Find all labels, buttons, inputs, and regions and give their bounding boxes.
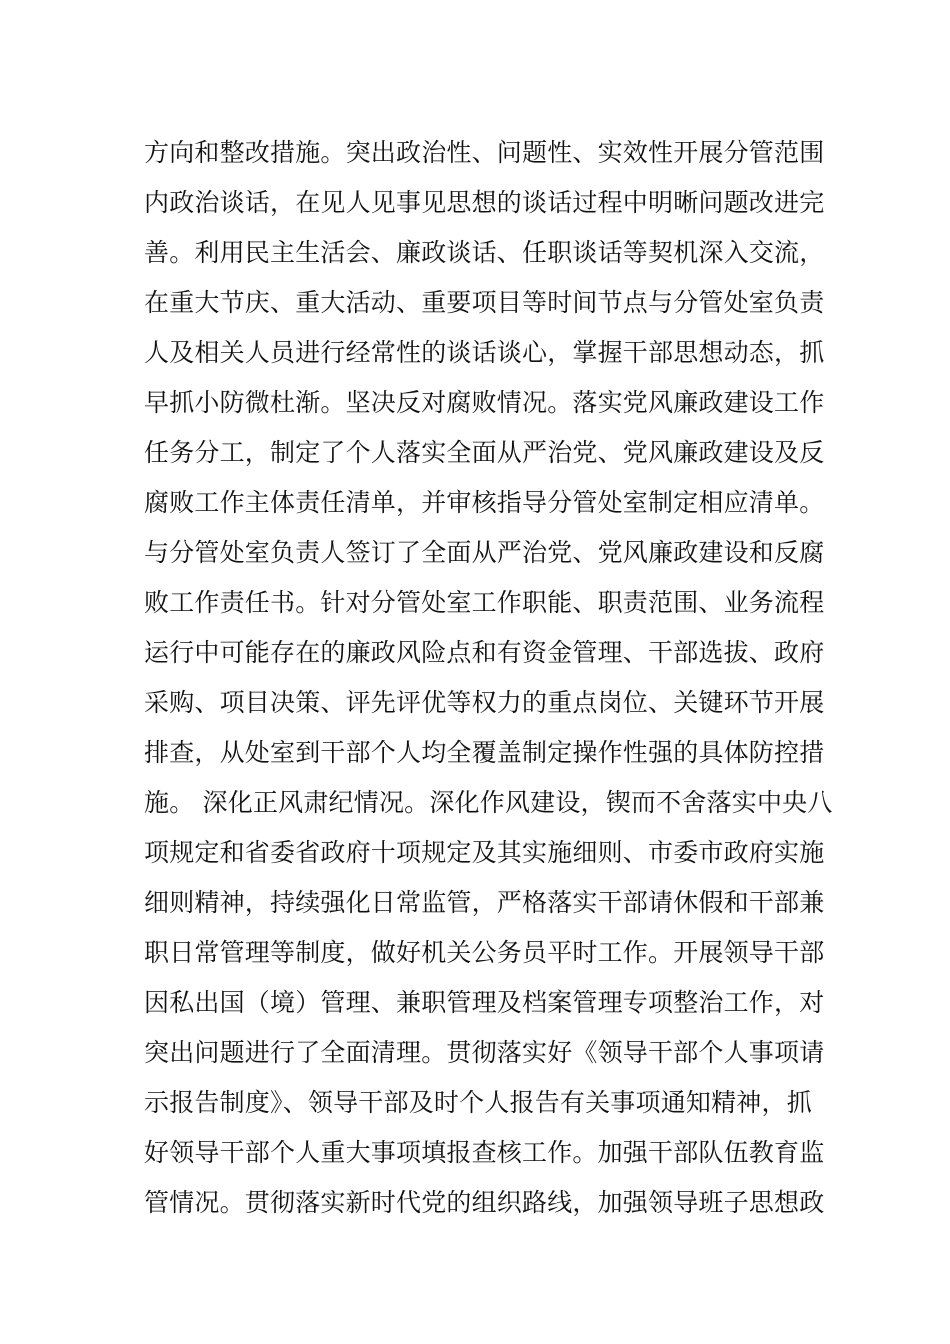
text-line-15: 项规定和省委省政府十项规定及其实施细则、市委市政府实施 [144, 838, 825, 867]
text-line-16: 细则精神，持续强化日常监管，严格落实干部请休假和干部兼 [144, 888, 825, 917]
text-line-10: 败工作责任书。针对分管处室工作职能、职责范围、业务流程 [144, 588, 825, 617]
text-line-21: 好领导干部个人重大事项填报查核工作。加强干部队伍教育监 [144, 1138, 825, 1167]
text-line-14: 施。 深化正风肃纪情况。深化作风建设，锲而不舍落实中央八 [144, 788, 833, 817]
text-line-19: 突出问题进行了全面清理。贯彻落实好《领导干部个人事项请 [144, 1038, 825, 1067]
text-line-11: 运行中可能存在的廉政风险点和有资金管理、干部选拔、政府 [144, 638, 825, 667]
text-line-9: 与分管处室负责人签订了全面从严治党、党风廉政建设和反腐 [144, 538, 825, 567]
text-line-12: 采购、项目决策、评先评优等权力的重点岗位、关键环节开展 [144, 688, 825, 717]
text-line-18: 因私出国（境）管理、兼职管理及档案管理专项整治工作，对 [144, 988, 825, 1017]
text-line-3: 善。利用民主生活会、廉政谈话、任职谈话等契机深入交流， [144, 238, 825, 267]
text-line-8: 腐败工作主体责任清单，并审核指导分管处室制定相应清单。 [144, 488, 825, 517]
text-line-13: 排查，从处室到干部个人均全覆盖制定操作性强的具体防控措 [144, 738, 825, 767]
text-line-6: 早抓小防微杜渐。坚决反对腐败情况。落实党风廉政建设工作 [144, 388, 825, 417]
text-line-5: 人及相关人员进行经常性的谈话谈心，掌握干部思想动态，抓 [144, 338, 825, 367]
text-line-17: 职日常管理等制度，做好机关公务员平时工作。开展领导干部 [144, 938, 825, 967]
text-line-1: 方向和整改措施。突出政治性、问题性、实效性开展分管范围 [144, 138, 825, 167]
text-line-4: 在重大节庆、重大活动、重要项目等时间节点与分管处室负责 [144, 288, 825, 317]
body-text [144, 128, 833, 1228]
text-line-22: 管情况。贯彻落实新时代党的组织路线，加强领导班子思想政 [144, 1188, 825, 1217]
text-line-7: 任务分工，制定了个人落实全面从严治党、党风廉政建设及反 [144, 438, 825, 467]
text-line-20: 示报告制度》、领导干部及时个人报告有关事项通知精神，抓 [144, 1088, 812, 1117]
text-line-2: 内政治谈话，在见人见事见思想的谈话过程中明晰问题改进完 [144, 188, 825, 217]
